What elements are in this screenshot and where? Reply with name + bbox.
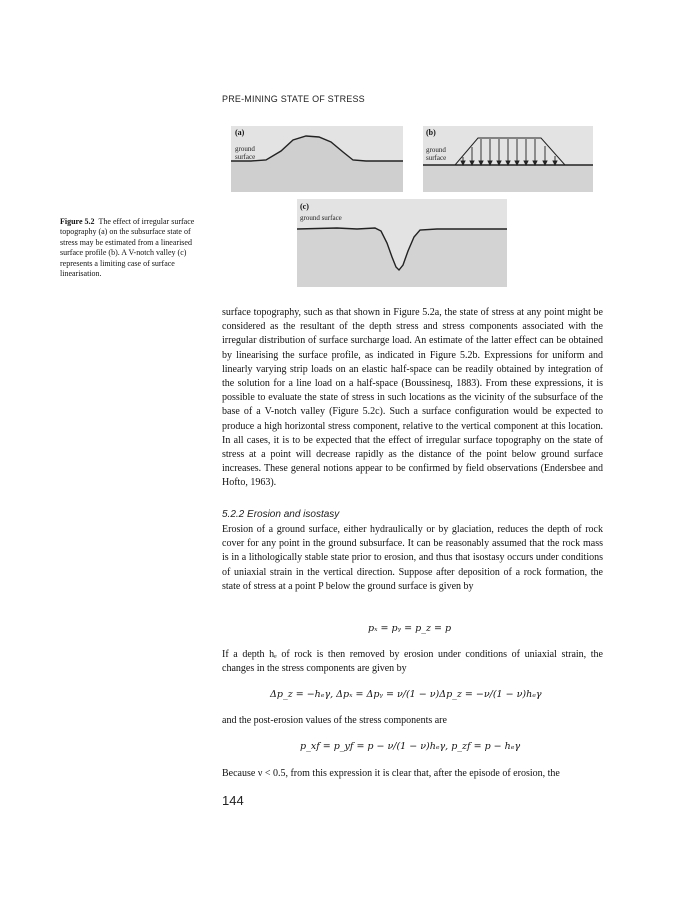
panel-a-terrain-icon (231, 126, 403, 192)
body-paragraph-1: surface topography, such as that shown in Figure 5.2a, the state of stress at any point might be considered as the resultant of the depth stress and stress components associated with the irregular distribution of surface surcharge load. An estimate of the latter effect can be obtained by linearising the surface profile, as indicated in Figure 5.2b. Expressions for uniform and linearly varying strip loads on an elastic half-space can be readily obtained by integration of the solution for a line load on a half-space (Boussinesq, 1883). From these expressions, it is possible to evaluate the state of stress in such locations as the vicinity of the subsurface of the base of a V-notch valley (Figure 5.2c). Such a surface configuration would be expected to produce a high horizontal stress component, relative to the vertical component at this location. In all cases, it is to be expected that the effect of irregular surface topography on the state of stress at a point will decrease rapidly as the distance of the point below ground surface increases. These general notions appear to be confirmed by field observations (Endersbee and Hofto, 1963). (222, 307, 603, 489)
panel-b-ground-label-line2: surface (426, 154, 447, 162)
panel-a-ground-label-line2: surface (235, 153, 256, 161)
panel-c-ground-label: ground surface (300, 214, 342, 222)
panel-c-v-notch-icon (297, 199, 507, 287)
figure-panel-b (423, 126, 593, 192)
figure-panel-c (297, 199, 507, 287)
section-heading: 5.2.2 Erosion and isostasy (222, 509, 340, 520)
panel-a-ground-label-line1: ground (235, 145, 255, 153)
panel-b-label: (b) (426, 128, 436, 137)
equation-3: p_xf = p_yf = p − ν/(1 − ν)hₑγ, p_zf = p − hₑγ (300, 741, 521, 752)
body-paragraph-4: and the post-erosion values of the stress components are (222, 715, 447, 726)
panel-b-ground-label (426, 146, 446, 162)
equation-2: Δp_z = −hₑγ, Δpₓ = Δpᵧ = ν/(1 − ν)Δp_z = −ν/(1 − ν)hₑγ (270, 689, 542, 700)
body-paragraph-5: Because ν < 0.5, from this expression it is clear that, after the episode of erosion, the (222, 768, 560, 779)
figure-panel-a (231, 126, 403, 192)
body-paragraph-2: Erosion of a ground surface, either hydraulically or by glaciation, reduces the depth of rock cover for any point in the ground subsurface. It can be reasonably assumed that the rock mass is in a lithologically stable state prior to erosion, and thus that isostasy occurs under conditions of uniaxial strain in the vertical direction. Suppose after deposition of a rock formation, the state of stress at a point P below the ground surface is given by (222, 524, 603, 592)
figure-number: Figure 5.2 (60, 217, 95, 226)
panel-b-strip-load-icon (423, 126, 593, 192)
equation-1: pₓ = pᵧ = p_z = p (368, 623, 452, 634)
page-number: 144 (222, 793, 244, 808)
figure-caption (60, 217, 210, 279)
panel-b-ground-label-line1: ground (426, 146, 446, 154)
panel-c-label: (c) (300, 202, 309, 211)
body-paragraph-3: If a depth hₑ of rock is then removed by erosion under conditions of uniaxial strain, the changes in the stress components are given by (222, 649, 603, 675)
panel-a-ground-label (235, 145, 255, 161)
panel-a-label: (a) (235, 128, 245, 137)
figure-caption-text: The effect of irregular surface topography (a) on the subsurface state of stress may be estimated from a linearised surface profile (b). A V-notch valley (c) represents a limiting case of surface linearisation. (60, 217, 195, 279)
running-header: PRE-MINING STATE OF STRESS (222, 94, 365, 104)
